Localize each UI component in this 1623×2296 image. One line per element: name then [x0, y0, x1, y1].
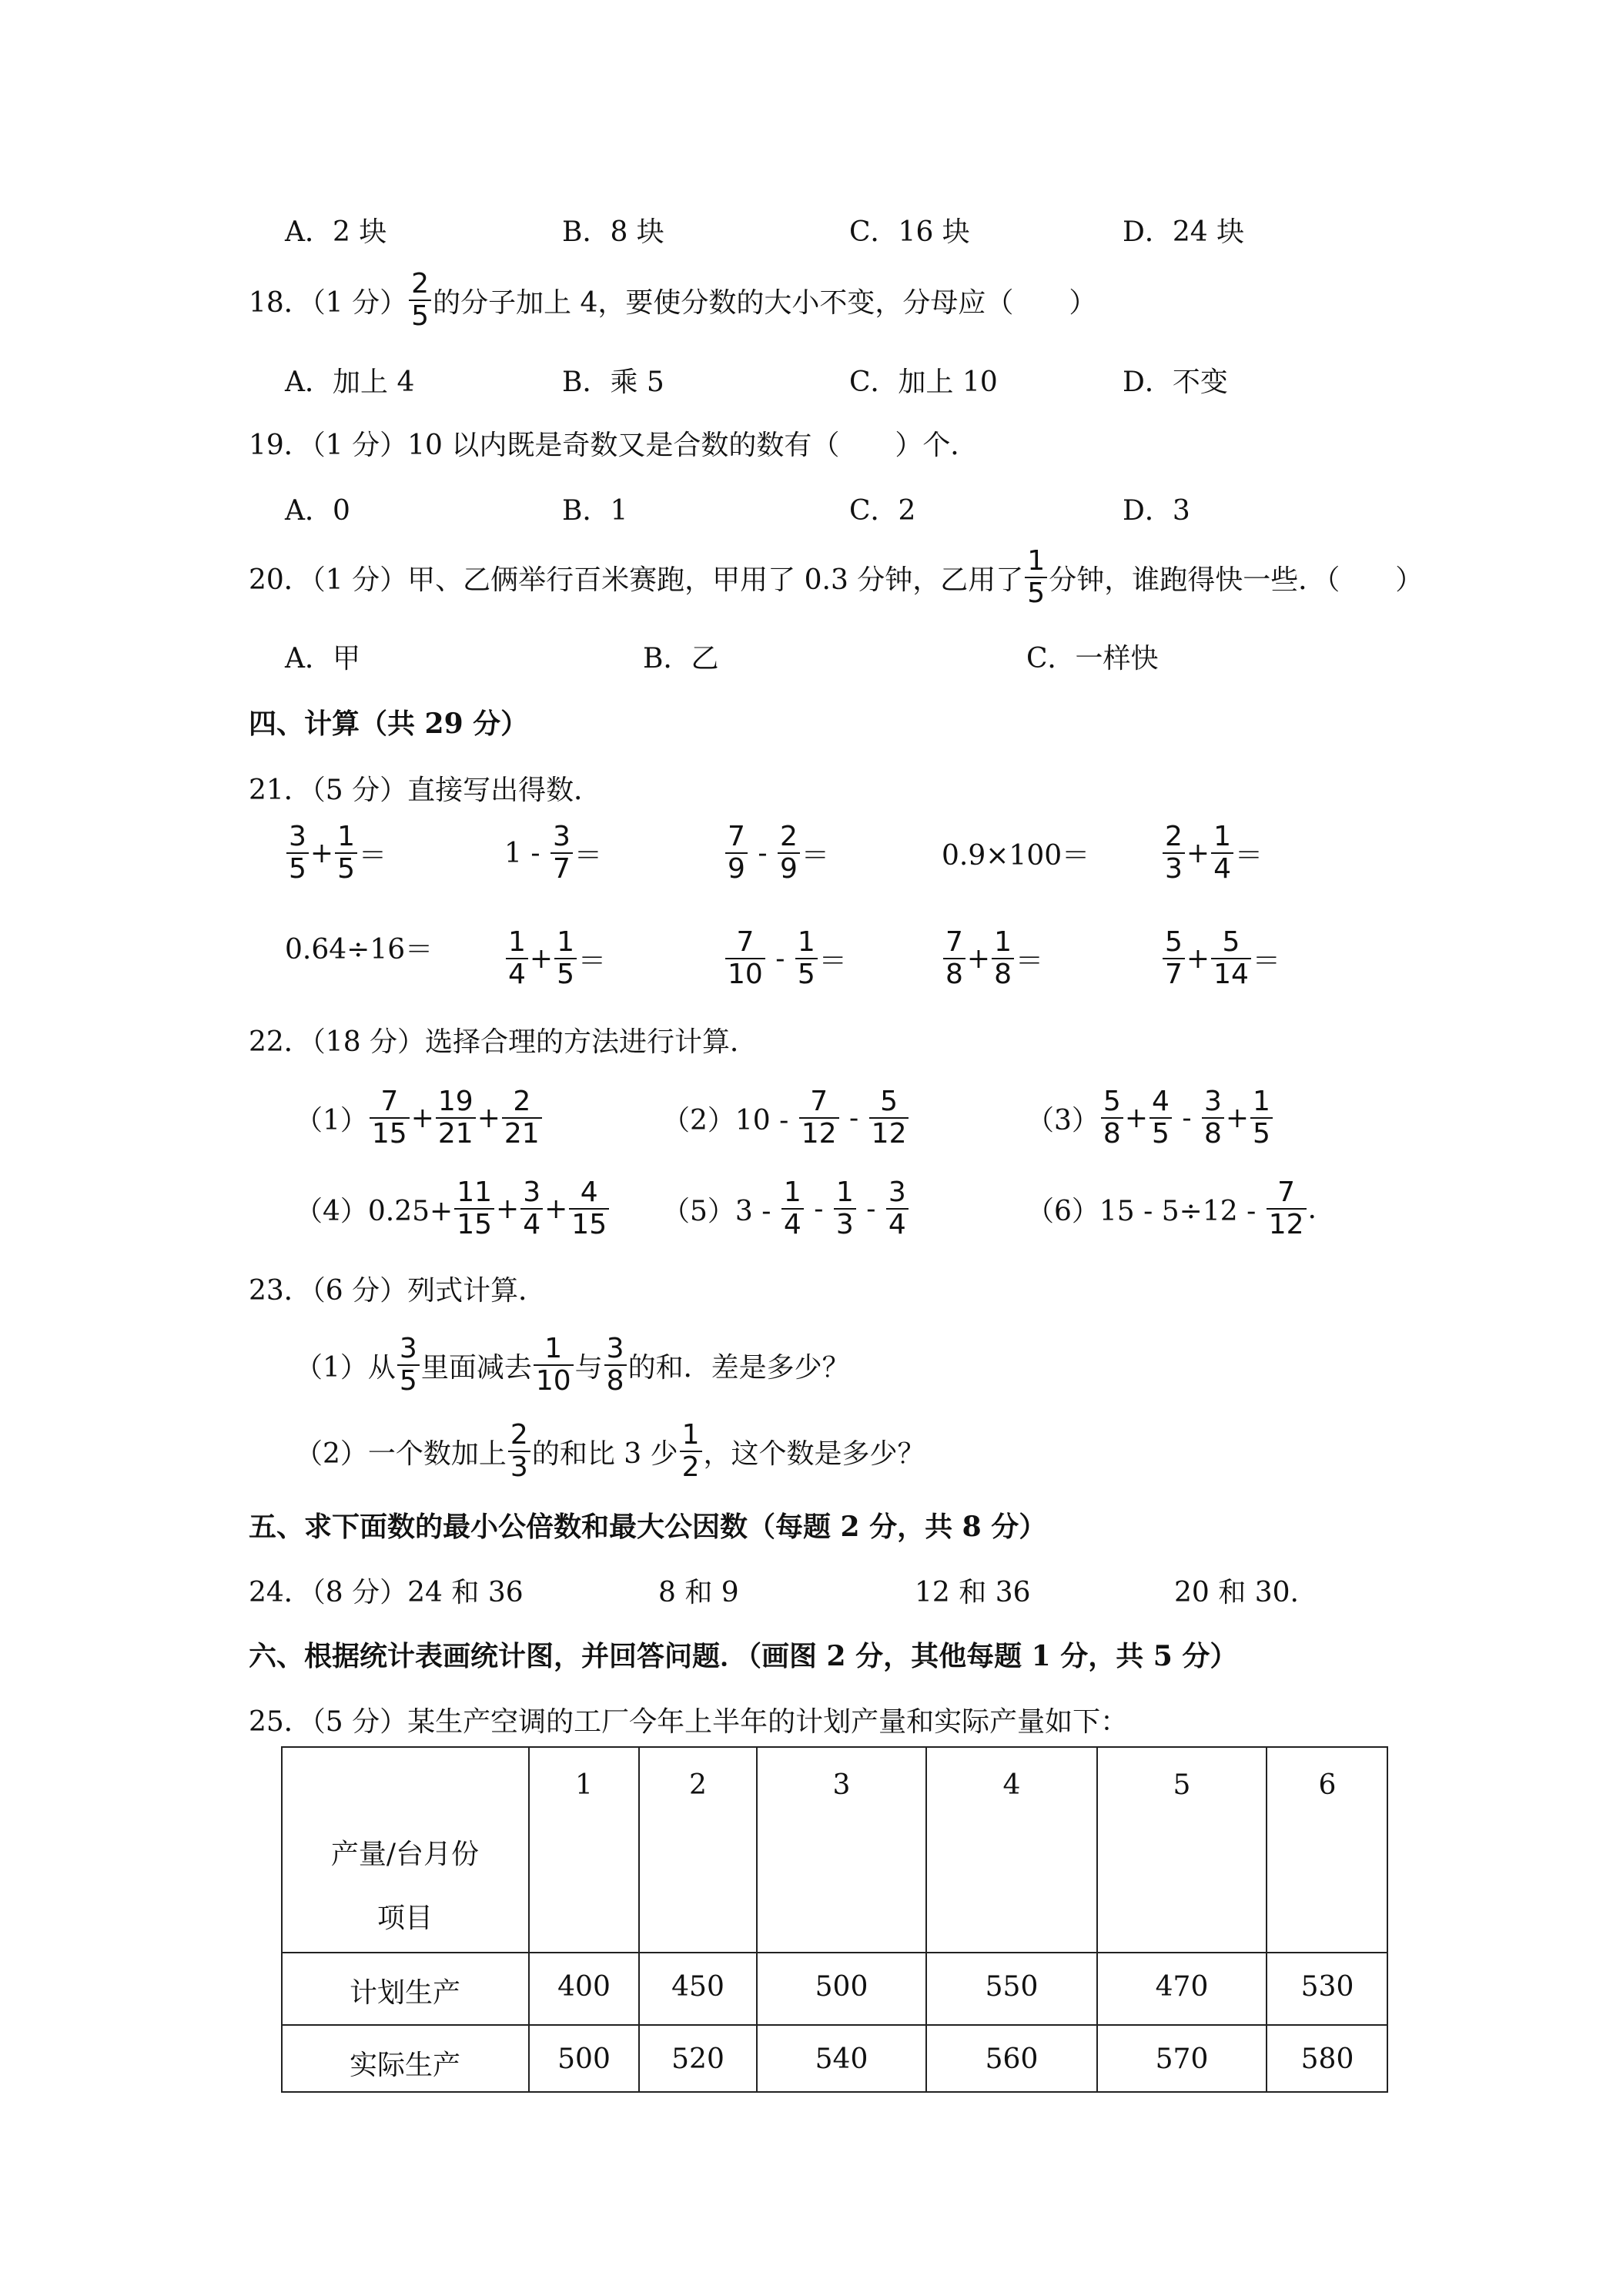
operator: +: [310, 837, 334, 869]
q24-question: 24．（8 分）24 和 36: [249, 1576, 524, 1608]
operator: -: [866, 1193, 876, 1225]
fraction: 3 8: [604, 1334, 627, 1397]
q20-fraction: 1 5: [1025, 546, 1047, 609]
fraction: $\frac{4}{5}$: [1149, 1086, 1172, 1150]
text: （2）一个数加上: [295, 1438, 507, 1470]
q23-question: 23．（6 分）列式计算．: [249, 1274, 547, 1307]
table-cell: 570: [1155, 2043, 1209, 2075]
month-header: 6: [1318, 1769, 1337, 1801]
operator: +: [966, 942, 991, 975]
operator: -: [1182, 1102, 1192, 1134]
fraction: $\frac{1}{5}$: [1250, 1086, 1273, 1150]
q21-expr-9: [942, 928, 1043, 989]
q22-part-3: [1026, 1087, 1274, 1149]
q22-question: 22．（18 分）选择合理的方法进行计算．: [249, 1026, 758, 1058]
q22-part-6: [1026, 1178, 1317, 1240]
fraction: 1 10: [534, 1334, 574, 1397]
fraction: 7 8: [943, 927, 965, 990]
q23-part-2: [295, 1421, 925, 1482]
q21-expr-3: [724, 822, 829, 884]
part-label: （1）: [295, 1104, 368, 1136]
q19-option-b: B．1: [562, 494, 628, 527]
fraction: $\frac{11}{15}$: [454, 1177, 494, 1240]
table-cell: 580: [1300, 2043, 1354, 2075]
q21-expr-7: [504, 928, 606, 989]
q21-expr-6: 0.64÷16＝: [285, 933, 433, 966]
fraction: 1 4: [781, 1177, 804, 1240]
part-label: （4）0.25+: [295, 1195, 453, 1227]
table-cell: 400: [557, 1971, 611, 2003]
q21-question: 21．（5 分）直接写出得数．: [249, 774, 602, 806]
production-table: [281, 1746, 1388, 2093]
table-cell: 500: [557, 2043, 611, 2075]
equals: ＝: [358, 839, 387, 872]
q17-option-a: A．2 块: [285, 216, 387, 248]
equals: ＝: [574, 839, 602, 872]
fraction: 3 5: [286, 822, 309, 885]
fraction: $\frac{1}{8}$: [992, 927, 1014, 990]
q21-expr-10: [1161, 928, 1280, 989]
operator: -: [775, 942, 785, 975]
section-5-heading: 五、求下面数的最小公倍数和最大公因数（每题 2 分，共 8 分）: [249, 1510, 1047, 1543]
operator: +: [496, 1193, 520, 1225]
fraction: 7 15: [370, 1086, 410, 1150]
q22-part-2: [662, 1087, 910, 1149]
operator: +: [544, 1193, 568, 1225]
q18-fraction: 2 5: [409, 269, 431, 332]
fraction: 5 12: [869, 1086, 909, 1150]
operator: +: [1186, 837, 1210, 869]
q18-option-b: B．乘 5: [562, 366, 664, 398]
part-label: （5）3 -: [662, 1195, 771, 1227]
part-label: （3）: [1026, 1104, 1099, 1136]
fraction: $\frac{1}{5}$: [554, 927, 577, 990]
table-cell: 530: [1300, 1971, 1354, 2003]
operator: +: [477, 1102, 500, 1134]
month-header: 5: [1173, 1769, 1191, 1801]
q22-part-4: [295, 1178, 611, 1240]
operator: +: [410, 1102, 434, 1134]
q21-expr-2: [504, 822, 602, 884]
q24-item-2: 8 和 9: [658, 1576, 739, 1608]
equals: ＝: [1015, 945, 1043, 977]
fraction: 1 2: [680, 1420, 702, 1483]
q22-part-1: [295, 1087, 544, 1149]
fraction: 1 3: [834, 1177, 856, 1240]
q18-question: [249, 269, 1096, 331]
section-6-heading: 六、根据统计表画统计图，并回答问题．（画图 2 分，其他每题 1 分，共 5 分）: [249, 1639, 1238, 1672]
q18-option-a: A．加上 4: [285, 366, 415, 398]
fraction: 5 7: [1163, 927, 1185, 990]
q23-part-1: [295, 1334, 850, 1396]
month-header: 3: [832, 1769, 851, 1801]
q18-option-d: D．不变: [1123, 366, 1228, 398]
q19-option-d: D．3: [1123, 494, 1190, 527]
fraction: 3 5: [397, 1334, 420, 1397]
fraction: $\frac{5}{14}$: [1211, 927, 1251, 990]
q18-text: 的分子加上 4，要使分数的大小不变，分母应（ ）: [433, 286, 1097, 319]
q20-text-2: 分钟，谁跑得快一些．（ ）: [1049, 564, 1424, 596]
period: .: [1307, 1193, 1317, 1225]
q20-question: [249, 547, 1423, 608]
fraction: 3 7: [550, 822, 573, 885]
q19-option-a: A．0: [285, 494, 350, 527]
text: 里面减去: [420, 1351, 532, 1384]
q22-part-5: [662, 1178, 910, 1240]
fraction: $\frac{3}{4}$: [520, 1177, 543, 1240]
table-cell: 500: [815, 1971, 868, 2003]
operator: +: [1225, 1102, 1250, 1134]
fraction: 1 5: [795, 927, 818, 990]
fraction: $\frac{1}{4}$: [1211, 822, 1233, 885]
fraction: 3 8: [1202, 1086, 1224, 1150]
text: 的和比 3 少: [531, 1438, 678, 1470]
q20-option-c: C．一样快: [1026, 642, 1159, 674]
fraction: 2 9: [778, 822, 800, 885]
operator: +: [1186, 942, 1210, 975]
header-top-label: 产量/台月份: [330, 1839, 480, 1870]
q21-expr-8: [724, 928, 847, 989]
operator: -: [849, 1102, 859, 1134]
q17-option-b: B．8 块: [562, 216, 664, 248]
fraction: 1 4: [506, 927, 528, 990]
q19-question: 19．（1 分）10 以内既是奇数又是合数的数有（ ）个．: [249, 429, 979, 461]
month-header: 4: [1002, 1769, 1021, 1801]
fraction: $\frac{19}{21}$: [436, 1086, 476, 1150]
fraction: 2 3: [508, 1420, 530, 1483]
fraction: 7 9: [725, 822, 748, 885]
q24-item-4: 20 和 30.: [1174, 1576, 1299, 1608]
q21-expr-5: [1161, 822, 1263, 884]
q25-question: 25．（5 分）某生产空调的工厂今年上半年的计划产量和实际产量如下：: [249, 1705, 1129, 1738]
q19-option-c: C．2: [849, 494, 916, 527]
text: 与: [574, 1351, 603, 1384]
fraction: 5 8: [1101, 1086, 1123, 1150]
fraction: 7 12: [1267, 1177, 1307, 1240]
header-bottom-label: 项目: [376, 1903, 433, 1934]
q20-option-b: B．乙: [643, 642, 719, 674]
row-label-actual: 实际生产: [349, 2050, 460, 2081]
table-cell: 540: [815, 2043, 868, 2075]
fraction: 2 3: [1163, 822, 1185, 885]
operator: -: [814, 1193, 824, 1225]
q21-expr-4: 0.9×100＝: [942, 839, 1090, 872]
row-label-planned: 计划生产: [349, 1977, 460, 2009]
text: ，这个数是多少？: [703, 1438, 925, 1470]
text: 的和．差是多少？: [627, 1351, 850, 1384]
equals: ＝: [818, 945, 847, 977]
fraction: 3 4: [886, 1177, 909, 1240]
table-cell: 550: [985, 1971, 1039, 2003]
table-cell: 450: [671, 1971, 724, 2003]
equals: ＝: [577, 945, 606, 977]
equals: ＝: [1234, 839, 1263, 872]
fraction: $\frac{2}{21}$: [502, 1086, 542, 1150]
q21-expr-1: [285, 822, 387, 884]
text: （1）从: [295, 1351, 396, 1384]
table-cell: 470: [1155, 1971, 1209, 2003]
q18-prefix: 18．（1 分）: [249, 286, 408, 319]
fraction: $\frac{1}{5}$: [335, 822, 357, 885]
part-label: （6）15 - 5÷12 -: [1026, 1195, 1257, 1227]
q18-option-c: C．加上 10: [849, 366, 998, 398]
q17-option-d: D．24 块: [1123, 216, 1245, 248]
table-cell: 560: [985, 2043, 1039, 2075]
q20-text-1: 20．（1 分）甲、乙俩举行百米赛跑，甲用了 0.3 分钟，乙用了: [249, 564, 1024, 596]
prefix: 1 -: [504, 837, 540, 869]
equals: ＝: [1252, 945, 1280, 977]
table-cell: 520: [671, 2043, 724, 2075]
fraction: 7 10: [725, 927, 765, 990]
operator: -: [758, 837, 768, 869]
operator: +: [1124, 1102, 1148, 1134]
q24-item-3: 12 和 36: [915, 1576, 1031, 1608]
q17-option-c: C．16 块: [849, 216, 970, 248]
month-header: 2: [689, 1769, 707, 1801]
part-label: （2）10 -: [662, 1104, 789, 1136]
equals: ＝: [801, 839, 829, 872]
fraction: $\frac{4}{15}$: [569, 1177, 609, 1240]
q20-option-a: A．甲: [285, 642, 360, 674]
month-header: 1: [575, 1769, 593, 1801]
fraction: 7 12: [799, 1086, 839, 1150]
operator: +: [529, 942, 554, 975]
section-4-heading: 四、计算（共 29 分）: [249, 707, 529, 740]
